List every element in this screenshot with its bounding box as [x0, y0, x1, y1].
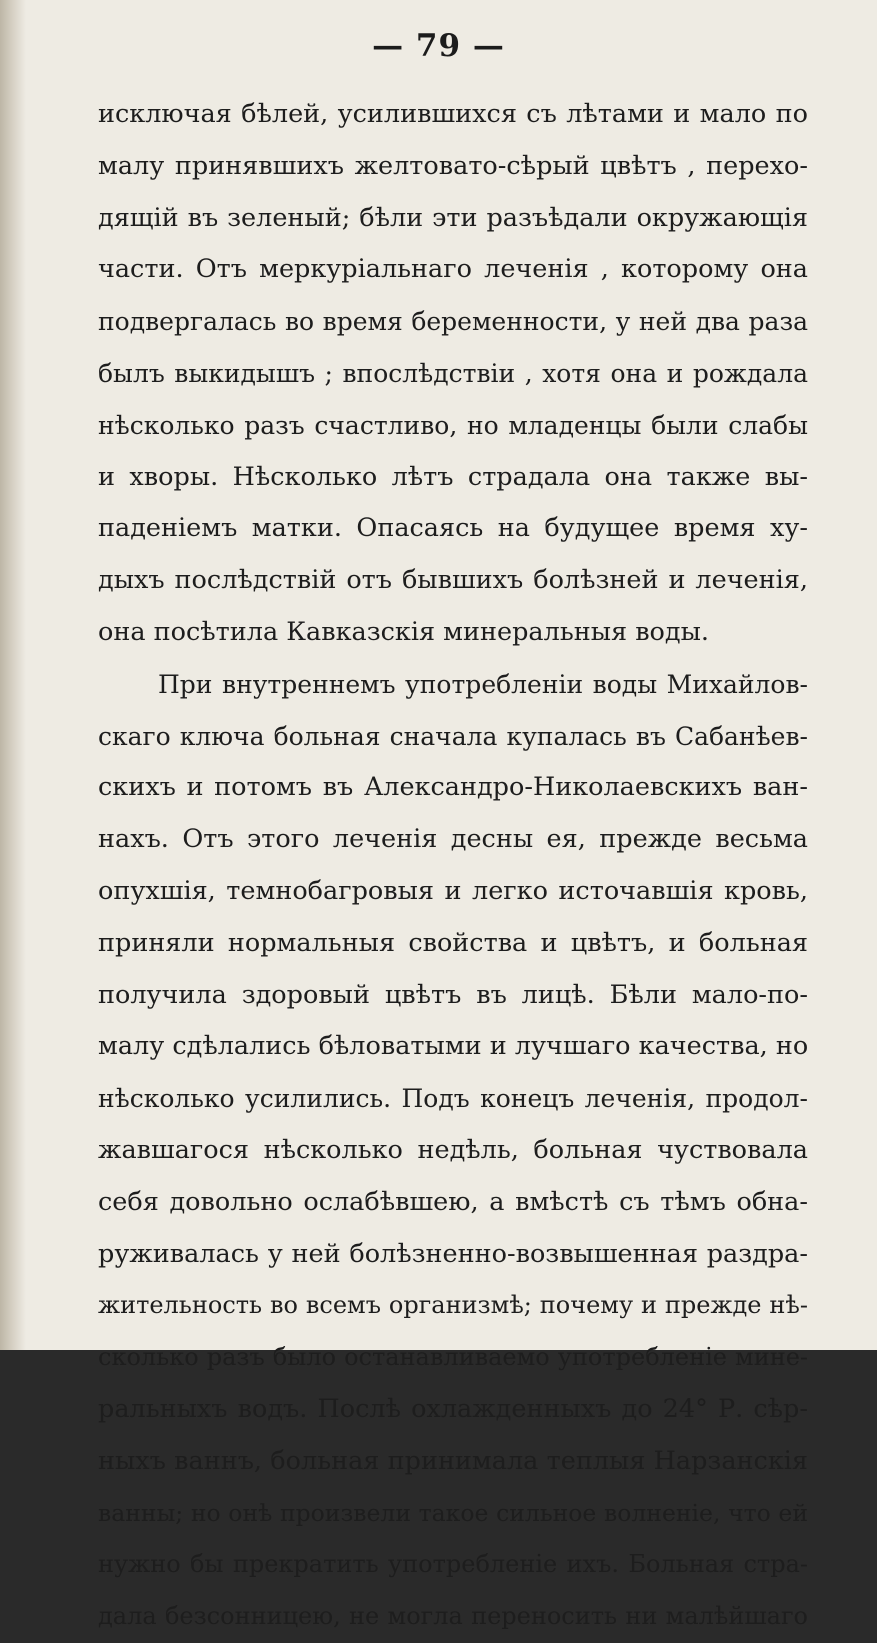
text-line: получила здоровый цвѣтъ въ лицѣ. Бѣли мало-по-	[98, 979, 808, 1010]
text-line: исключая бѣлей, усилившихся съ лѣтами и мало по	[98, 99, 808, 129]
text-line: дыхъ послѣдствій отъ бывшихъ болѣзней и леченія,	[98, 565, 808, 596]
text-line: нѣсколько усилились. Подъ конецъ леченія, продол-	[98, 1084, 808, 1114]
text-line: ныхъ ваннъ, больная принимала теплыя Нарзанскія	[98, 1445, 808, 1476]
text-line: подвергалась во время беременности, у ней два раза	[98, 307, 808, 337]
text-line: сколько разъ было останавливаемо употребленіе мине-	[98, 1343, 808, 1372]
text-line: скихъ и потомъ въ Александро-Николаевскихъ ван-	[98, 772, 808, 803]
text-line: скаго ключа больная сначала купалась въ Сабанѣев-	[98, 721, 808, 751]
text-line: и хворы. Нѣсколько лѣтъ страдала она также вы-	[98, 461, 808, 492]
page-number: — 79 —	[372, 28, 505, 64]
text-line: жительность во всемъ организмѣ; почему и прежде нѣ-	[98, 1291, 808, 1320]
paragraph-end-line: она посѣтила Кавказскія минеральныя воды.	[98, 616, 710, 647]
text-line: нужно бы прекратить употребленіе ихъ. Больная стра-	[98, 1550, 808, 1579]
text-line: малу принявшихъ желтовато-сѣрый цвѣтъ , перехо-	[98, 150, 808, 181]
text-line: приняли нормальныя свойства и цвѣтъ, и больная	[98, 927, 808, 958]
text-line: паденіемъ матки. Опасаясь на будущее время ху-	[98, 513, 808, 544]
text-line: малу сдѣлались бѣловатыми и лучшаго качества, но	[98, 1031, 808, 1062]
text-line: ральныхъ водъ. Послѣ охлажденныхъ до 24° Р. сѣр-	[98, 1393, 808, 1424]
text-line: руживалась у ней болѣзненно-возвышенная раздра-	[98, 1238, 808, 1269]
text-line: былъ выкидышъ ; впослѣдствіи , хотя она и рождала	[98, 358, 808, 388]
text-line: нахъ. Отъ этого леченія десны ея, прежде весьма	[98, 824, 808, 855]
paragraph-start-line: При внутреннемъ употребленіи воды Михайлов-	[158, 669, 808, 699]
text-line: части. Отъ меркуріальнаго леченія , которому она	[98, 254, 808, 285]
page-gutter-shadow	[0, 0, 26, 1350]
text-line: опухшія, темнобагровыя и легко источавшія кровь,	[98, 875, 808, 906]
text-line: нѣсколько разъ счастливо, но младенцы были слабы	[98, 410, 808, 440]
text-line: жавшагося нѣсколько недѣль, больная чуствовала	[98, 1134, 808, 1165]
text-line: ванны; но онѣ произвели такое сильное волненіе, что ей	[98, 1498, 808, 1527]
text-line: себя довольно ослабѣвшею, а вмѣстѣ съ тѣмъ обна-	[98, 1186, 808, 1217]
text-line: дящій въ зеленый; бѣли эти разъѣдали окружающія	[98, 202, 808, 233]
text-line: дала безсонницею, не могла переносить ни малѣйшаго	[98, 1602, 808, 1631]
body-text	[98, 89, 808, 1643]
